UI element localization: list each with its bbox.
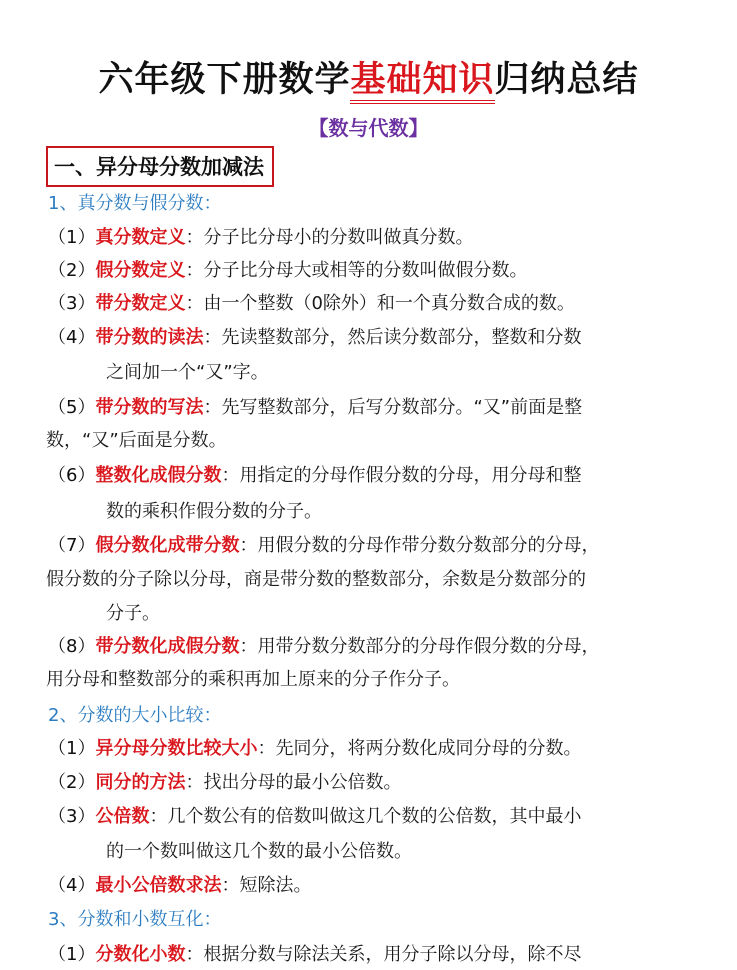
subsection-heading: 3、分数和小数互化： [48,909,222,930]
list-item [48,397,582,419]
item-text: ：用假分数的分母作带分数分数部分的分母， [239,535,600,556]
item-text: ：用指定的分母作假分数的分母，用分母和整 [221,465,582,486]
item-text: ：先写整数部分，后写分数部分。“又”前面是整 [203,397,583,418]
item-keyword: 最小公倍数求法 [95,875,222,896]
item-number: （1） [48,944,96,965]
item-text: ：短除法。 [221,875,312,896]
item-text: ：用带分数分数部分的分母作假分数的分母， [239,636,600,657]
item-keyword: 带分数的读法 [95,327,204,348]
item-number: （4） [48,875,96,896]
list-item [48,293,575,315]
list-item [48,227,473,249]
list-item [48,535,599,557]
item-keyword: 假分数化成带分数 [95,535,240,556]
item-keyword: 真分数定义 [95,227,186,248]
continuation-line: 假分数的分子除以分母，商是带分数的整数部分，余数是分数部分的 [46,569,586,590]
list-item [48,806,581,828]
subsection-heading: 2、分数的大小比较： [48,705,222,726]
section-heading: 一、异分母分数加减法 [46,146,274,187]
title-post: 归纳总结 [494,60,639,100]
list-item [48,260,527,282]
list-item [48,944,581,966]
continuation-line: 数，“又”后面是分数。 [46,430,227,451]
list-item [48,465,581,487]
list-item [48,875,311,897]
list-item [48,636,599,658]
page-subtitle: 【数与代数】 [308,116,429,140]
item-number: （4） [48,327,96,348]
item-text: ：先读整数部分，然后读分数部分，整数和分数 [203,327,582,348]
item-text: ：分子比分母大或相等的分数叫做假分数。 [185,260,528,281]
item-text: ：找出分母的最小公倍数。 [185,772,402,793]
continuation-line: 数的乘积作假分数的分子。 [106,501,322,522]
item-text: ：由一个整数（0除外）和一个真分数合成的数。 [185,293,575,314]
item-keyword: 带分数化成假分数 [95,636,240,657]
item-keyword: 整数化成假分数 [95,465,222,486]
item-number: （3） [48,806,96,827]
item-text: ：根据分数与除法关系，用分子除以分母，除不尽 [185,944,582,965]
item-keyword: 公倍数 [95,806,150,827]
item-number: （1） [48,227,96,248]
item-keyword: 分数化小数 [95,944,186,965]
item-number: （8） [48,636,96,657]
item-keyword: 同分的方法 [95,772,186,793]
continuation-line: 之间加一个“又”字。 [106,362,269,383]
item-keyword: 带分数定义 [95,293,186,314]
list-item [48,327,581,349]
item-number: （2） [48,260,96,281]
continuation-line: 的一个数叫做这几个数的最小公倍数。 [106,841,412,862]
title-pre: 六年级下册数学 [98,60,351,100]
item-keyword: 带分数的写法 [95,397,204,418]
item-text: ：先同分，将两分数化成同分母的分数。 [257,738,582,759]
item-number: （2） [48,772,96,793]
continuation-line: 用分母和整数部分的乘积再加上原来的分子作分子。 [46,669,460,690]
item-keyword: 假分数定义 [95,260,186,281]
title-accent: 基础知识 [350,60,494,104]
item-number: （6） [48,465,96,486]
continuation-line: 分子。 [106,603,160,624]
item-text: ：几个数公有的倍数叫做这几个数的公倍数，其中最小 [149,806,582,827]
subsection-heading: 1、真分数与假分数： [48,193,222,214]
item-text: ：分子比分母小的分数叫做真分数。 [185,227,474,248]
item-number: （7） [48,535,96,556]
item-number: （5） [48,397,96,418]
page-title [0,52,737,102]
item-number: （3） [48,293,96,314]
list-item [48,772,401,794]
item-keyword: 异分母分数比较大小 [95,738,258,759]
list-item [48,738,581,760]
item-number: （1） [48,738,96,759]
